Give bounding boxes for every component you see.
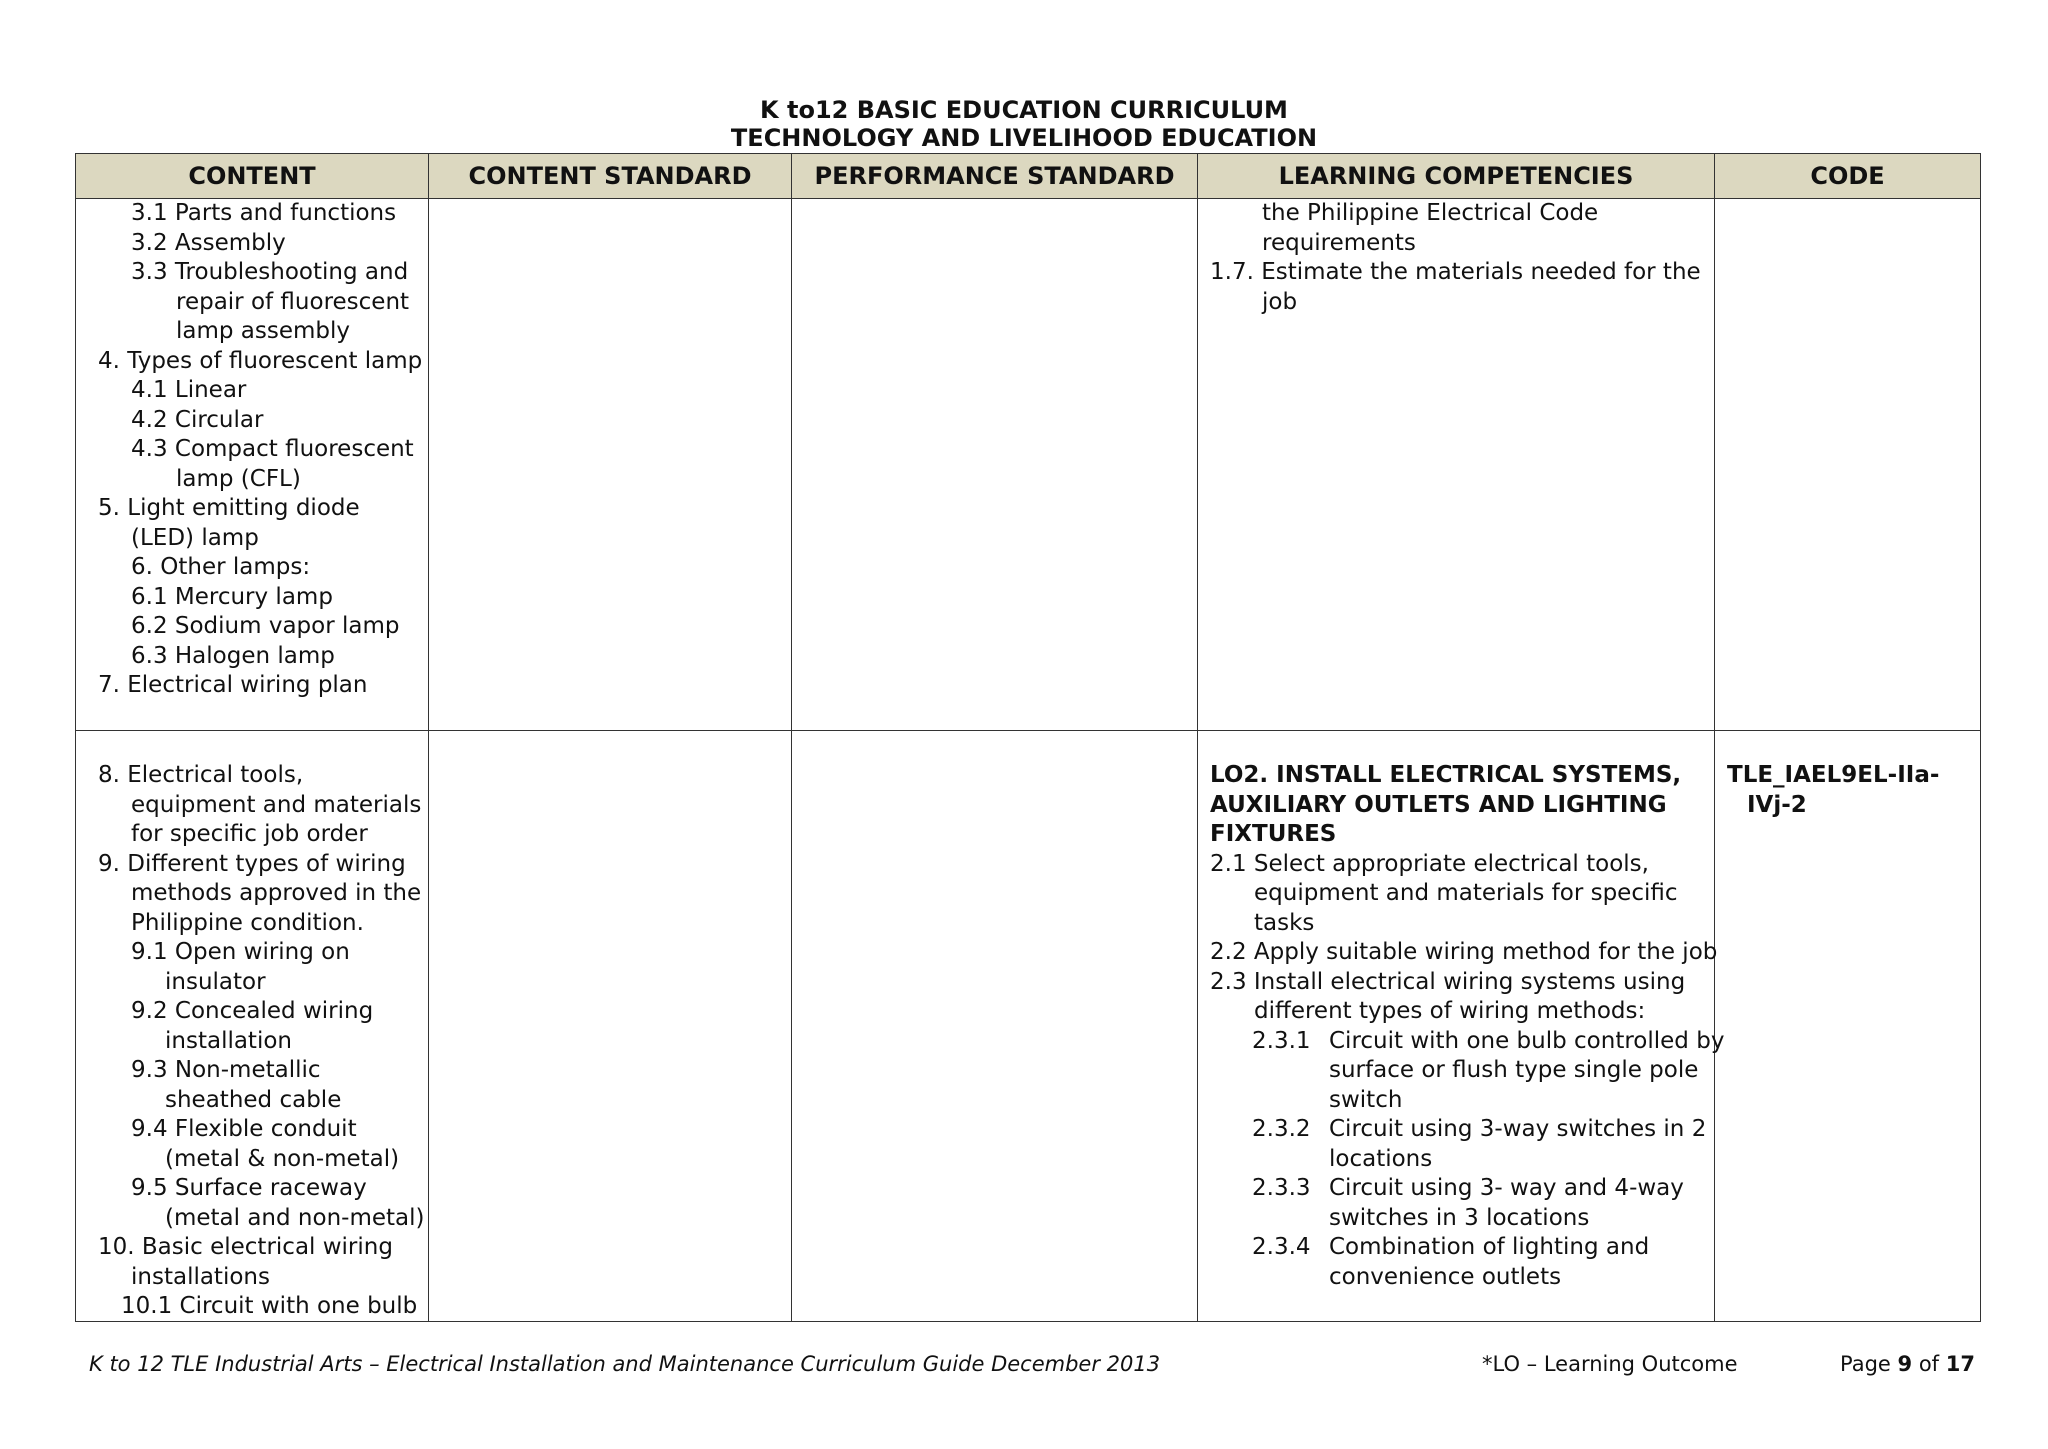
content-line: 5. Light emitting diode — [98, 495, 360, 521]
content-cell — [76, 731, 429, 1322]
content-line: 3.2 Assembly — [131, 229, 286, 256]
competency-line: locations — [1329, 1145, 1433, 1172]
content-line: 9.4 Flexible conduit — [131, 1116, 357, 1142]
content-line: 6. Other lamps: — [131, 554, 311, 580]
competency-line: equipment and materials for specific — [1254, 880, 1678, 906]
content-line: 4.1 Linear — [131, 377, 247, 403]
competency-line: the Philippine Electrical Code — [1262, 200, 1599, 226]
sub-competency-number: 2.3.2 — [1252, 1116, 1311, 1142]
competency-line: Combination of lighting and — [1329, 1234, 1650, 1260]
table-row — [76, 199, 1981, 731]
content-line: 9.3 Non-metallic — [131, 1057, 321, 1083]
page-total: 17 — [1945, 1352, 1975, 1376]
page-number — [1840, 1352, 1975, 1376]
competency-line: Circuit using 3-way switches in 2 — [1329, 1116, 1707, 1142]
document-header — [0, 96, 2048, 152]
competency-line: 1.7. Estimate the materials needed for the — [1210, 259, 1701, 285]
content-line: repair of fluorescent — [176, 288, 410, 315]
competency-line: 2.3 Install electrical wiring systems using — [1210, 968, 1686, 995]
content-line: 9.5 Surface raceway — [131, 1175, 367, 1201]
competency-code: IVj-2 — [1747, 791, 1807, 818]
content-line: (LED) lamp — [131, 524, 259, 551]
sub-competency-number: 2.3.3 — [1252, 1175, 1311, 1201]
performance-standard-cell — [792, 731, 1198, 1322]
subject-title: TECHNOLOGY AND LIVELIHOOD EDUCATION — [730, 124, 1318, 152]
content-standard-cell — [429, 731, 792, 1322]
competency-code: TLE_IAEL9EL-IIa- — [1727, 762, 1940, 788]
content-line: 4. Types of fluorescent lamp — [98, 347, 423, 374]
header-learning-competencies: LEARNING COMPETENCIES — [1198, 154, 1715, 199]
sub-competency-number: 2.3.1 — [1252, 1027, 1311, 1054]
content-line: (metal & non-metal) — [165, 1145, 400, 1172]
performance-standard-cell — [792, 199, 1198, 731]
content-line: for specific job order — [131, 821, 368, 847]
competency-line: tasks — [1254, 909, 1315, 936]
content-line: lamp assembly — [176, 318, 351, 344]
header-content: CONTENT — [76, 154, 429, 199]
competency-line: switches in 3 locations — [1329, 1204, 1590, 1231]
curriculum-title: K to12 BASIC EDUCATION CURRICULUM — [760, 96, 1288, 124]
footer-document-title: K to 12 TLE Industrial Arts – Electrical Installation and Maintenance Curriculum Guide December 2013 — [89, 1352, 1161, 1376]
content-line: installations — [131, 1263, 270, 1290]
content-line: insulator — [165, 968, 266, 995]
code-cell — [1715, 731, 1981, 1322]
content-line: sheathed cable — [165, 1086, 342, 1113]
content-standard-cell — [429, 199, 792, 731]
competency-line: different types of wiring methods: — [1254, 998, 1646, 1024]
content-line: Philippine condition. — [131, 909, 364, 936]
content-line: methods approved in the — [131, 880, 422, 906]
competency-line: requirements — [1262, 229, 1416, 256]
curriculum-table — [75, 153, 1981, 1322]
content-line: 10.1 Circuit with one bulb — [121, 1293, 418, 1319]
content-line: 6.3 Halogen lamp — [131, 642, 335, 669]
content-cell — [76, 199, 429, 731]
content-line: 4.3 Compact fluorescent — [131, 436, 414, 462]
content-line: 7. Electrical wiring plan — [98, 672, 368, 698]
code-cell — [1715, 199, 1981, 731]
content-line: 3.1 Parts and functions — [131, 200, 397, 226]
footer-lo-note: *LO – Learning Outcome — [1482, 1352, 1738, 1376]
learning-competencies-cell — [1198, 199, 1715, 731]
competency-line: convenience outlets — [1329, 1263, 1562, 1290]
lo-heading: LO2. INSTALL ELECTRICAL SYSTEMS, — [1210, 762, 1682, 788]
page-current: 9 — [1897, 1352, 1913, 1376]
lo-heading: AUXILIARY OUTLETS AND LIGHTING — [1210, 791, 1667, 818]
content-line: 9.2 Concealed wiring — [131, 998, 374, 1024]
competency-line: job — [1262, 288, 1298, 315]
content-line: 9. Different types of wiring — [98, 850, 406, 877]
content-line: 9.1 Open wiring on — [131, 939, 350, 965]
lo-heading: FIXTURES — [1210, 821, 1337, 847]
competency-line: switch — [1329, 1086, 1403, 1113]
content-line: installation — [165, 1027, 292, 1054]
learning-competencies-cell — [1198, 731, 1725, 1322]
competency-line: 2.1 Select appropriate electrical tools, — [1210, 850, 1649, 877]
content-line: 6.2 Sodium vapor lamp — [131, 613, 400, 639]
competency-line: surface or flush type single pole — [1329, 1057, 1699, 1083]
content-line: (metal and non-metal) — [165, 1204, 425, 1231]
content-line: 8. Electrical tools, — [98, 762, 304, 788]
table-header-row — [76, 154, 1981, 199]
content-line: 4.2 Circular — [131, 406, 264, 433]
sub-competency-number: 2.3.4 — [1252, 1234, 1311, 1260]
content-line: 10. Basic electrical wiring — [98, 1234, 393, 1260]
content-line: 3.3 Troubleshooting and — [131, 259, 409, 285]
content-line: 6.1 Mercury lamp — [131, 583, 333, 610]
competency-line: Circuit with one bulb controlled by — [1329, 1027, 1725, 1054]
competency-line: Circuit using 3- way and 4-way — [1329, 1175, 1684, 1201]
header-content-standard: CONTENT STANDARD — [429, 154, 792, 199]
competency-line: 2.2 Apply suitable wiring method for the job — [1210, 939, 1718, 965]
content-line: equipment and materials — [131, 791, 422, 818]
table-row — [76, 731, 1981, 1322]
page-of: of — [1912, 1352, 1946, 1376]
header-performance-standard: PERFORMANCE STANDARD — [792, 154, 1198, 199]
page-prefix: Page — [1840, 1352, 1898, 1376]
header-code: CODE — [1715, 154, 1981, 199]
content-line: lamp (CFL) — [176, 465, 301, 492]
